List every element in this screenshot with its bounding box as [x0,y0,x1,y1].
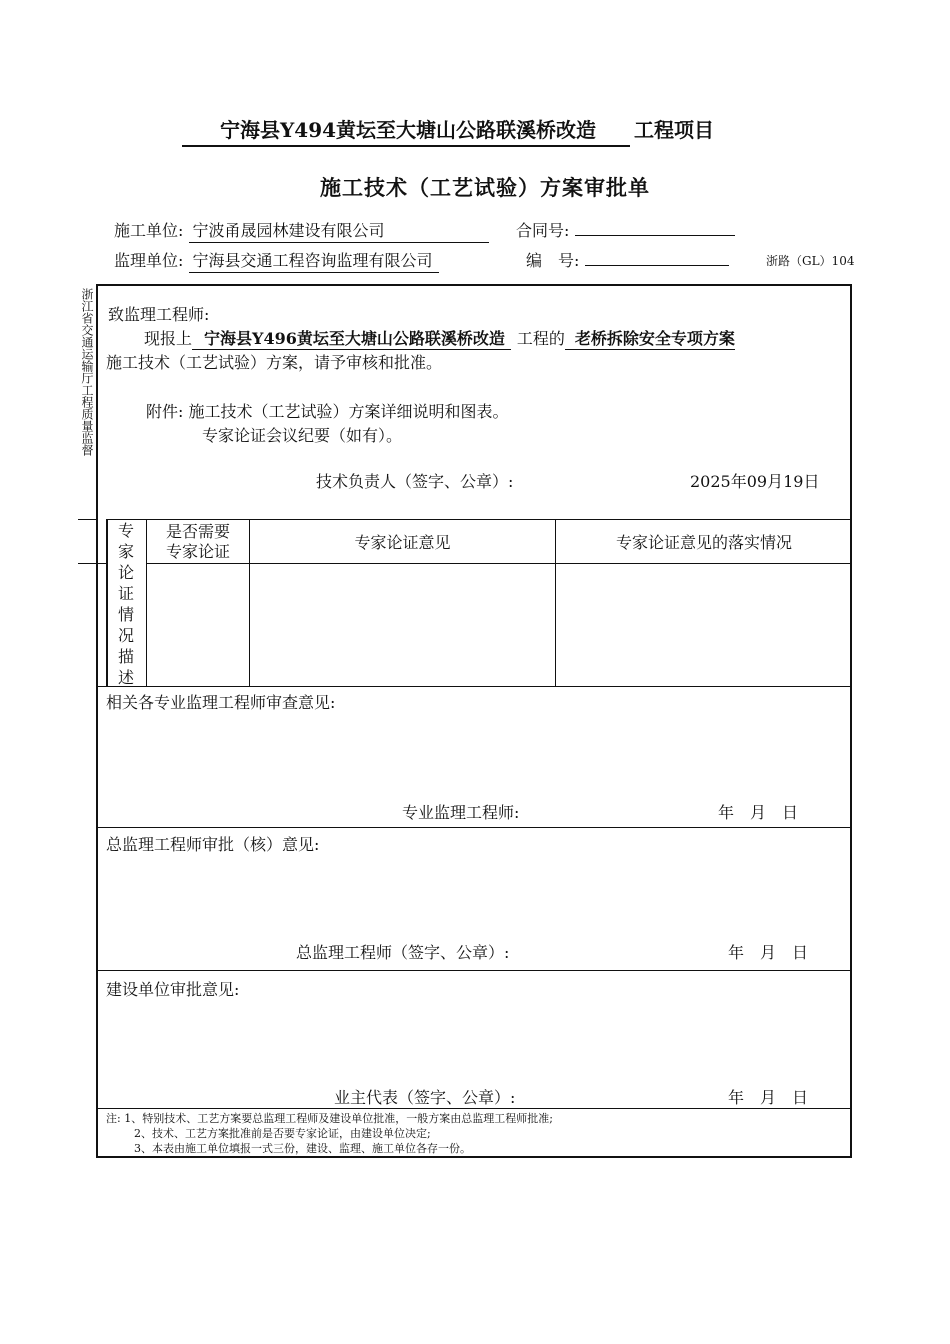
professional-signer: 专业监理工程师: [402,803,520,822]
col-expert-opinion: 专家论证意见 [354,533,451,552]
owner-signer: 业主代表（签字、公章）: [334,1088,516,1107]
owner-review-title: 建设单位审批意见: [106,980,240,999]
chief-date: 年 月 日 [728,943,809,962]
attach-line-1 [146,399,509,422]
chief-rule [96,970,852,971]
report-date: 2025年09月19日 [690,472,820,491]
contract-no-line [516,218,735,241]
report-line-2: 施工技术（工艺试验）方案，请予审核和批准。 [106,353,443,372]
professional-review-title: 相关各专业监理工程师审查意见: [106,693,336,712]
report-project: 宁海县Y496黄坛至大塘山公路联溪桥改造 [192,329,511,350]
note-2: 2、技术、工艺方案批准前是否要专家论证，由建设单位决定; [134,1127,431,1140]
contract-no-field [575,221,735,236]
form-title: 施工技术（工艺试验）方案审批单 [320,175,650,200]
side-note: 浙江省交通运输厅工程质量监督 [80,288,94,456]
attach-item-1: 施工技术（工艺试验）方案详细说明和图表。 [188,402,509,421]
tech-signer: 技术负责人（签字、公章）: [316,472,514,491]
report-prefix: 现报上 [144,329,193,348]
report-to: 致监理工程师: [108,305,210,324]
contractor-label: 施工单位: [114,221,184,240]
expert-left-rule [106,519,108,686]
professional-rule [96,827,852,828]
serial-no-field [585,251,729,266]
expert-bottom-rule [96,686,852,687]
report-plan-name: 老桥拆除安全专项方案 [565,329,735,350]
serial-no-line [526,248,729,271]
supervisor-label: 监理单位: [114,251,184,270]
side-rule-top [78,519,96,520]
report-line-1 [144,326,735,349]
project-title [182,114,714,147]
serial-no-label: 编 号: [526,251,580,270]
owner-date: 年 月 日 [728,1088,809,1107]
contractor-line [114,218,489,243]
note-1: 注: 1、特别技术、工艺方案要总监理工程师及建设单位批准，一般方案由总监理工程师批准; [106,1112,553,1125]
col-need-expert: 是否需要 专家论证 [165,521,230,561]
chief-review-title: 总监理工程师审批（核）意见: [106,835,320,854]
owner-rule [96,1108,852,1109]
chief-signer: 总监理工程师（签字、公章）: [296,943,510,962]
expert-side-label: 专 家 论 证 情 况 描 述 [117,521,134,687]
attach-label: 附件: [146,402,184,421]
report-mid: 工程的 [516,329,565,348]
contractor-value: 宁波甬晟园林建设有限公司 [189,218,489,243]
col-implementation: 专家论证意见的落实情况 [615,533,792,552]
supervisor-value: 宁海县交通工程咨询监理有限公司 [189,248,439,273]
expert-header-rule [146,563,852,564]
professional-date: 年 月 日 [718,803,799,822]
contract-no-label: 合同号: [516,221,570,240]
attach-item-2: 专家论证会议纪要（如有）。 [202,426,403,445]
project-name: 宁海县Y494黄坛至大塘山公路联溪桥改造 [182,114,630,147]
note-3: 3、本表由施工单位填报一式三份，建设、监理、施工单位各存一份。 [134,1142,471,1155]
supervisor-line [114,248,439,273]
project-suffix: 工程项目 [634,118,715,142]
form-code: 浙路（GL）104 [766,254,855,268]
